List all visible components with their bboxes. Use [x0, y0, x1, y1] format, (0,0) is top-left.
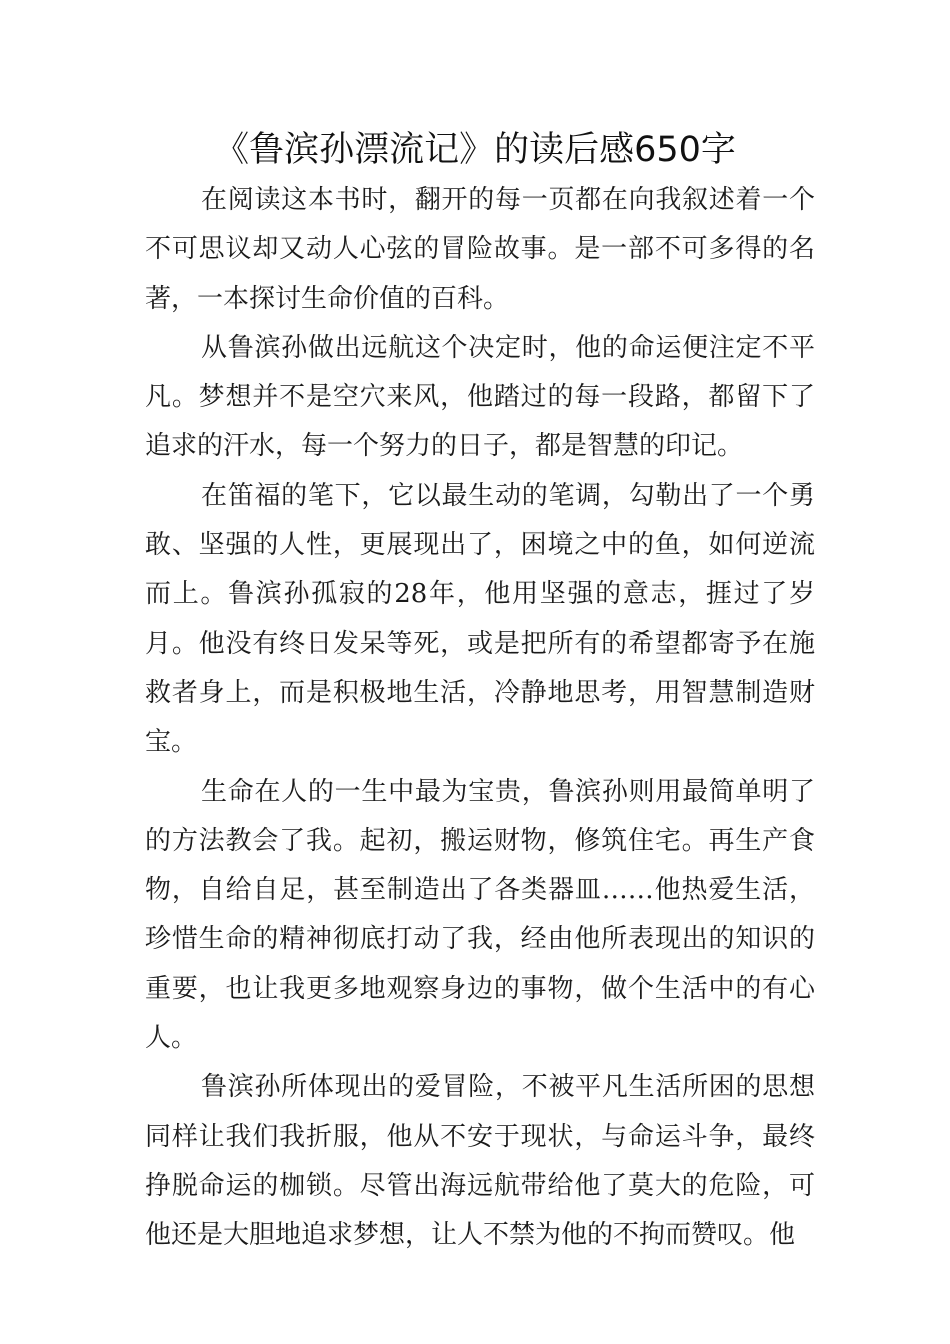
paragraph-2: 从鲁滨孙做出远航这个决定时，他的命运便注定不平凡。梦想并不是空穴来风，他踏过的每一段路，都留下了追求的汗水，每一个努力的日子，都是智慧的印记。	[145, 332, 815, 462]
paragraph-4: 生命在人的一生中最为宝贵，鲁滨孙则用最简单明了的方法教会了我。起初，搬运财物，修筑住宅。再生产食物，自给自足，甚至制造出了各类器皿……他热爱生活，珍惜生命的精神彻底打动了我，经由他所表现出的知识的重要，也让我更多地观察身边的事物，做个生活中的有心人。	[145, 776, 815, 1054]
paragraph-3: 在笛福的笔下，它以最生动的笔调，勾勒出了一个勇敢、坚强的人性，更展现出了，困境之中的鱼，如何逆流而上。鲁滨孙孤寂的28年，他用坚强的意志，捱过了岁月。他没有终日发呆等死，或是把所有的希望都寄予在施救者身上，而是积极地生活，冷静地思考，用智慧制造财宝。	[145, 480, 815, 758]
paragraph-1: 在阅读这本书时，翻开的每一页都在向我叙述着一个不可思议却又动人心弦的冒险故事。是一部不可多得的名著，一本探讨生命价值的百科。	[145, 185, 815, 314]
document-body	[145, 176, 815, 1261]
paragraph-5: 鲁滨孙所体现出的爱冒险，不被平凡生活所困的思想同样让我们我折服，他从不安于现状，与命运斗争，最终挣脱命运的枷锁。尽管出海远航带给他了莫大的危险，可他还是大胆地追求梦想，让人不禁为他的不拘而赞叹。他	[145, 1072, 815, 1251]
document-title: 《鲁滨孙漂流记》的读后感650字	[214, 130, 736, 170]
